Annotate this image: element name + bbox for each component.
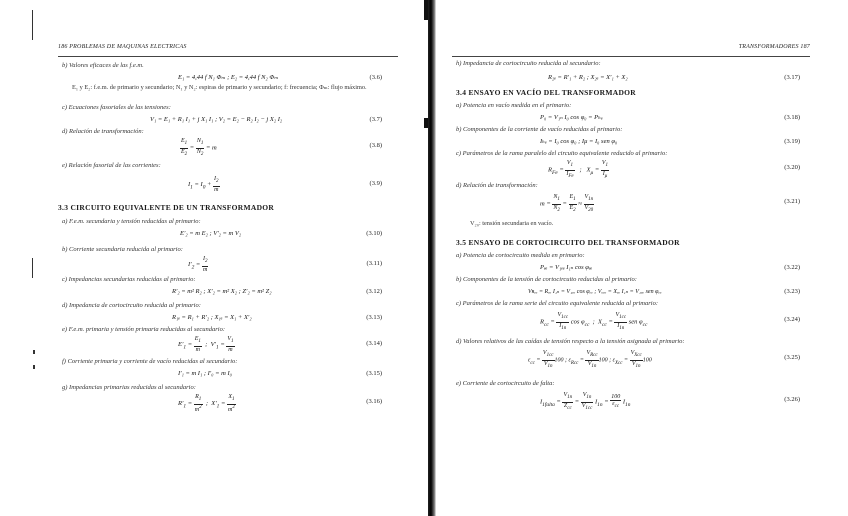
equation-number: (3.17) bbox=[784, 74, 800, 81]
equation-number: (3.23) bbox=[784, 288, 800, 295]
equation: V₁ = E₁ + R₁ I₁ + j X₁ I₁ ; V₂ = E₂ − R₂ I₂ − j X₂ I₂ bbox=[150, 116, 283, 123]
section-heading: 3.3 CIRCUITO EQUIVALENTE DE UN TRANSFORMADOR bbox=[58, 203, 275, 212]
equation-number: (3.18) bbox=[784, 114, 800, 121]
fraction: $\frac{V_1}{I_{Fe}}$ bbox=[566, 160, 574, 179]
equation: Vʀₑₑ = Rₑₑ I₁ₙ = V₁ₑₑ cos φₑₑ ; Vₓₑₑ = Xₑₑ I₁ₙ = V₁ₑₑ sen φₑₑ bbox=[528, 289, 662, 295]
fraction: $\frac{E_1}{E_2}$ bbox=[181, 138, 188, 157]
page-edge-mark bbox=[32, 258, 33, 278]
equation-number: (3.12) bbox=[366, 288, 382, 295]
item-label: e) F.e.m. primaria y tensión primaria reducidas al secundario: bbox=[62, 326, 226, 333]
item-label: c) Impedancias secundarias reducidas al primario: bbox=[62, 276, 196, 283]
fraction: $\frac{V_1}{m}$ bbox=[227, 336, 234, 353]
item-label: c) Parámetros de la rama serie del circuito equivalente reducida al primario: bbox=[456, 300, 659, 307]
equation-number: (3.19) bbox=[784, 138, 800, 145]
item-label: c) Ecuaciones fasoriales de las tensiones: bbox=[62, 104, 171, 111]
equation-number: (3.24) bbox=[784, 316, 800, 323]
right-page bbox=[440, 0, 848, 516]
equation-number: (3.15) bbox=[366, 370, 382, 377]
fraction: $\frac{E_1}{m}$ bbox=[194, 336, 201, 353]
running-head-left: 186 PROBLEMAS DE MAQUINAS ELECTRICAS bbox=[58, 44, 398, 57]
equation-number: (3.14) bbox=[366, 340, 382, 347]
item-label: d) Relación de transformación: bbox=[62, 128, 144, 135]
fraction: $\frac{X_1}{m^2}$ bbox=[228, 394, 235, 413]
equation-number: (3.20) bbox=[784, 164, 800, 171]
equation-number: (3.9) bbox=[369, 180, 382, 187]
left-page bbox=[0, 0, 418, 516]
equation-number: (3.13) bbox=[366, 314, 382, 321]
equation-current-relation: $I_1 = I_0$ + $\frac{I_2}{m}$ bbox=[188, 176, 219, 193]
item-label: d) Impedancia de cortocircuito reducida al primario: bbox=[62, 302, 201, 309]
equation-ratio-test: m = $\frac{N_1}{N_2}$ = $\frac{E_1}{E_2}$ ≈ $\frac{V_{1n}}{V_{20}}$ bbox=[540, 194, 594, 213]
book-gutter bbox=[428, 0, 436, 516]
fraction: $\frac{V_{1n}}{V_{20}}$ bbox=[584, 194, 594, 213]
equation-number: (3.6) bbox=[369, 74, 382, 81]
gutter-shadow bbox=[424, 0, 428, 20]
equation-number: (3.26) bbox=[784, 396, 800, 403]
fraction: $\frac{V_{1cc}}{I_{1n}}$ bbox=[557, 312, 569, 331]
equation-relative-drops: $\varepsilon_{cc}$ = $\frac{V_{1cc}}{V_{1n}}$ 100 ; $\varepsilon_{Rcc}$ = $\frac{V_{Rcc}}{V_{1n}}$ 100 ; $\varepsilon_{Xcc}$ = $\frac{V_{Xcc}}{V_{1n}}$ 100 bbox=[528, 350, 652, 369]
equation: Pₑₑ = V₁ₑₑ I₁ₙ cos φₑₑ bbox=[540, 264, 593, 271]
fraction: $\frac{V_{1n}}{Z_{cc}}$ bbox=[563, 392, 573, 411]
equation-fault-current: $I_{1falta}$ = $\frac{V_{1n}}{Z_{cc}}$ = $\frac{V_{1n}}{V_{1cc}}$ $I_{1n}$ = $\frac{100}{\varepsilon_{cc}}$ $I_{1n}$ bbox=[540, 392, 631, 411]
equation-note: E₁ y E₂: f.e.m. de primario y secundario; N₁ y N₂: espiras de primario y secundario; f: frecuencia; Φₘ: flujo máximo. bbox=[72, 84, 367, 91]
equation-number: (3.11) bbox=[366, 260, 382, 267]
equation-series-branch: $R_{cc}$ = $\frac{V_{1cc}}{I_{1n}}$ $\cos \varphi_{cc}$ ; $X_{cc}$ = $\frac{V_{1cc}}{I_{1n}}$ sen $\varphi_{cc}$ bbox=[540, 312, 648, 331]
equation-reduced-current: $I'_2$ = $\frac{I_2}{m}$ bbox=[188, 256, 208, 273]
equation: E₁ = 4,44 f N₁ Φₘ ; E₂ = 4,44 f N₂ Φₘ bbox=[178, 74, 279, 81]
equation: P₀ = V₁ₙ I₀ cos φ₀ = Pₕₑ bbox=[540, 114, 603, 121]
item-label: d) Valores relativos de las caídas de tensión respecto a la tensión asignada al primario: bbox=[456, 338, 685, 345]
fraction: $\frac{E_1}{E_2}$ bbox=[569, 194, 576, 213]
equation-number: (3.7) bbox=[369, 116, 382, 123]
equation-number: (3.22) bbox=[784, 264, 800, 271]
fraction: $\frac{V_{Xcc}}{V_{1n}}$ bbox=[630, 350, 642, 369]
item-label: a) Potencia de cortocircuito medida en primario: bbox=[456, 252, 585, 259]
fraction: $\frac{V_{1cc}}{I_{1n}}$ bbox=[615, 312, 627, 331]
fraction: $\frac{N_1}{N_2}$ bbox=[553, 194, 560, 213]
section-heading: 3.5 ENSAYO DE CORTOCIRCUITO DEL TRANSFORMADOR bbox=[456, 238, 680, 247]
equation-reduced-emf: $E'_1$ = $\frac{E_1}{m}$ ; $V'_1$ = $\frac{V_1}{m}$ bbox=[178, 336, 234, 353]
equation-number: (3.16) bbox=[366, 398, 382, 405]
fraction: $\frac{V_{Rcc}}{V_{1n}}$ bbox=[586, 350, 598, 369]
running-head-right: TRANSFORMADORES 187 bbox=[452, 44, 810, 57]
fraction: $\frac{100}{\varepsilon_{cc}}$ bbox=[611, 393, 621, 410]
page-edge-mark bbox=[33, 350, 35, 354]
item-label: a) F.e.m. secundaria y tensión reducidas al primario: bbox=[62, 218, 201, 225]
item-label: b) Corriente secundaria reducida al primario: bbox=[62, 246, 183, 253]
equation: E′₂ = m E₂ ; V′₂ = m V₂ bbox=[180, 230, 242, 237]
item-label: b) Componentes de la corriente de vacío reducidas al primario: bbox=[456, 126, 623, 133]
equation: R₂ₑ = R′₁ + R₂ ; X₂ₑ = X′₁ + X₂ bbox=[548, 74, 628, 81]
page-edge-mark bbox=[33, 365, 35, 369]
equation-reduced-impedance: $R'_1$ = $\frac{R_1}{m^2}$ ; $X'_1$ = $\frac{X_1}{m^2}$ bbox=[178, 394, 235, 413]
item-label: e) Corriente de cortocircuito de falta: bbox=[456, 380, 555, 387]
item-label: c) Parámetros de la rama paralelo del circuito equivalente reducido al primario: bbox=[456, 150, 668, 157]
item-label: b) Valores eficaces de las f.e.m. bbox=[62, 62, 144, 69]
equation-transformation-ratio: $\frac{E_1}{E_2}$ = $\frac{N_1}{N_2}$ = m bbox=[181, 138, 217, 157]
page-edge-mark bbox=[32, 10, 33, 40]
equation: R₁ₑ = R₁ + R′₂ ; X₁ₑ = X₁ + X′₂ bbox=[172, 314, 252, 321]
item-label: d) Relación de transformación: bbox=[456, 182, 538, 189]
fraction: $\frac{N_1}{N_2}$ bbox=[196, 138, 204, 157]
fraction: $\frac{V_{1n}}{V_{1cc}}$ bbox=[581, 392, 593, 411]
equation: I′₁ = m I₁ ; I′₀ = m I₀ bbox=[178, 370, 232, 377]
fraction: $\frac{R_1}{m^2}$ bbox=[194, 394, 202, 413]
equation-parallel-branch: $R_{Fe}$ = $\frac{V_1}{I_{Fe}}$ ; $X_\mu$ = $\frac{V_1}{I_\mu}$ bbox=[548, 160, 609, 179]
equation-note: V₂₀: tensión secundaria en vacío. bbox=[470, 220, 554, 227]
section-heading: 3.4 ENSAYO EN VACÍO DEL TRANSFORMADOR bbox=[456, 88, 637, 97]
fraction: $\frac{I_2}{m}$ bbox=[214, 176, 219, 193]
item-label: e) Relación fasorial de las corrientes: bbox=[62, 162, 161, 169]
item-label: h) Impedancia de cortocircuito reducida al secundario: bbox=[456, 60, 601, 67]
equation-number: (3.21) bbox=[784, 198, 800, 205]
equation: R′₂ = m² R₂ ; X′₂ = m² X₂ ; Z′₂ = m² Z₂ bbox=[172, 288, 272, 295]
item-label: b) Componentes de la tensión de cortocircuito reducidas al primario: bbox=[456, 276, 637, 283]
item-label: a) Potencia en vacío medida en el primario: bbox=[456, 102, 572, 109]
item-label: g) Impedancias primarias reducidas al secundario: bbox=[62, 384, 196, 391]
equation-number: (3.25) bbox=[784, 354, 800, 361]
equation-number: (3.8) bbox=[369, 142, 382, 149]
equation: Iₕₑ = I₀ cos φ₀ ; Iμ = I₀ sen φ₀ bbox=[540, 138, 618, 145]
equation-number: (3.10) bbox=[366, 230, 382, 237]
fraction: $\frac{V_{1cc}}{V_{1n}}$ bbox=[542, 350, 554, 369]
fraction: $\frac{I_2}{m}$ bbox=[202, 256, 208, 273]
item-label: f) Corriente primaria y corriente de vacío reducidas al secundario: bbox=[62, 358, 238, 365]
fraction: $\frac{V_1}{I_\mu}$ bbox=[601, 160, 609, 179]
gutter-shadow bbox=[424, 118, 428, 128]
